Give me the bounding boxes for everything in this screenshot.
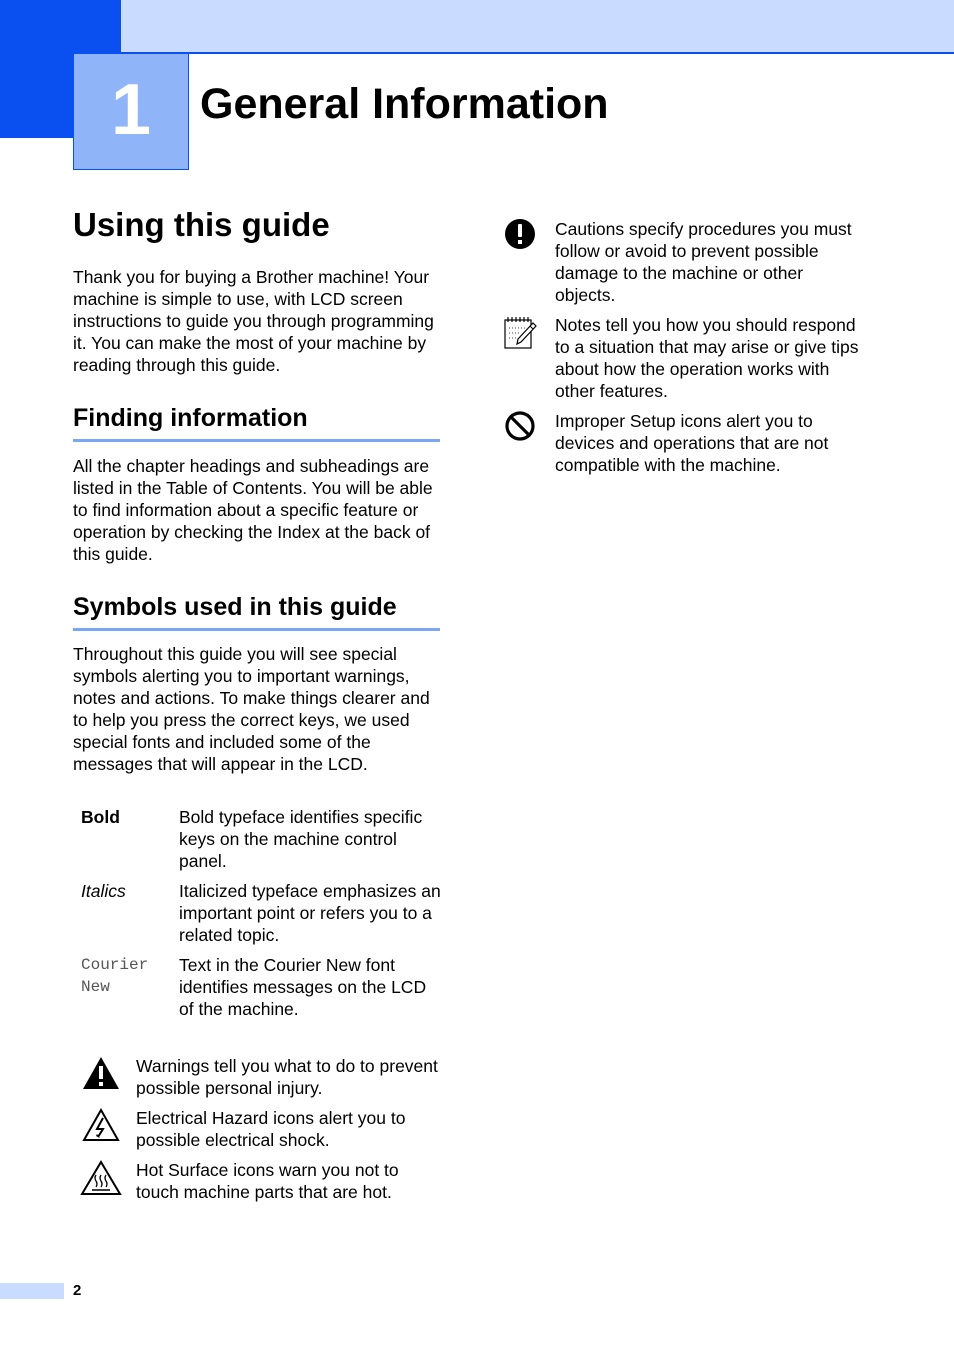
chapter-title: General Information bbox=[200, 80, 609, 128]
section-intro: Thank you for buying a Brother machine! Your machine is simple to use, with LCD screen instructions to guide you through programming it. You can make the most of your machine by reading through this guide. bbox=[73, 267, 434, 375]
caution-icon bbox=[494, 218, 546, 250]
page-number-bar bbox=[0, 1283, 64, 1299]
finding-heading: Finding information bbox=[73, 403, 440, 442]
hot-surface-text: Hot Surface icons warn you not to touch machine parts that are hot. bbox=[136, 1160, 399, 1202]
font-row-courier bbox=[81, 954, 441, 1020]
chapter-number-box bbox=[73, 53, 189, 170]
warning-text: Warnings tell you what to do to prevent possible personal injury. bbox=[136, 1056, 438, 1098]
font-term-bold: Bold bbox=[81, 807, 120, 827]
symbol-row-hot-surface bbox=[75, 1159, 445, 1203]
finding-body: All the chapter headings and subheadings are listed in the Table of Contents. You will be able to find information about a specific feature or operation by checking the Index at the back of this guide. bbox=[73, 456, 433, 564]
caution-text: Cautions specify procedures you must follow or avoid to prevent possible damage to the machine or other objects. bbox=[555, 219, 852, 305]
symbol-row-warning bbox=[75, 1055, 445, 1099]
header-band-light bbox=[121, 0, 954, 54]
font-row-italics bbox=[81, 880, 441, 946]
symbols-body: Throughout this guide you will see special symbols alerting you to important warnings, notes and actions. To make things clearer and to help you press the correct keys, we used special fonts and included some of the messages that will appear in the LCD. bbox=[73, 644, 430, 774]
symbol-row-note bbox=[494, 314, 864, 402]
improper-setup-icon bbox=[494, 410, 546, 442]
font-term-italics: Italics bbox=[81, 881, 126, 901]
note-text: Notes tell you how you should respond to a situation that may arise or give tips about how the operation works with other features. bbox=[555, 315, 859, 401]
warning-icon bbox=[75, 1055, 127, 1091]
page-number: 2 bbox=[73, 1282, 82, 1299]
symbol-row-electrical bbox=[75, 1107, 445, 1151]
electrical-hazard-icon bbox=[75, 1107, 127, 1143]
symbol-row-improper-setup bbox=[494, 410, 864, 476]
symbols-heading: Symbols used in this guide bbox=[73, 592, 440, 631]
electrical-hazard-text: Electrical Hazard icons alert you to possible electrical shock. bbox=[136, 1108, 406, 1150]
symbol-row-caution bbox=[494, 218, 864, 306]
note-icon bbox=[494, 314, 546, 350]
font-term-courier: Courier New bbox=[81, 956, 149, 996]
chapter-number: 1 bbox=[110, 70, 152, 150]
section-title: Using this guide bbox=[73, 206, 330, 243]
font-conventions-table bbox=[81, 806, 441, 1028]
font-desc-italics: Italicized typeface emphasizes an important point or refers you to a related topic. bbox=[179, 881, 441, 945]
font-desc-bold: Bold typeface identifies specific keys on the machine control panel. bbox=[179, 807, 423, 871]
hot-surface-icon bbox=[75, 1159, 127, 1197]
improper-setup-text: Improper Setup icons alert you to devices and operations that are not compatible with the machine. bbox=[555, 411, 829, 475]
font-desc-courier: Text in the Courier New font identifies messages on the LCD of the machine. bbox=[179, 955, 427, 1019]
font-row-bold bbox=[81, 806, 441, 872]
